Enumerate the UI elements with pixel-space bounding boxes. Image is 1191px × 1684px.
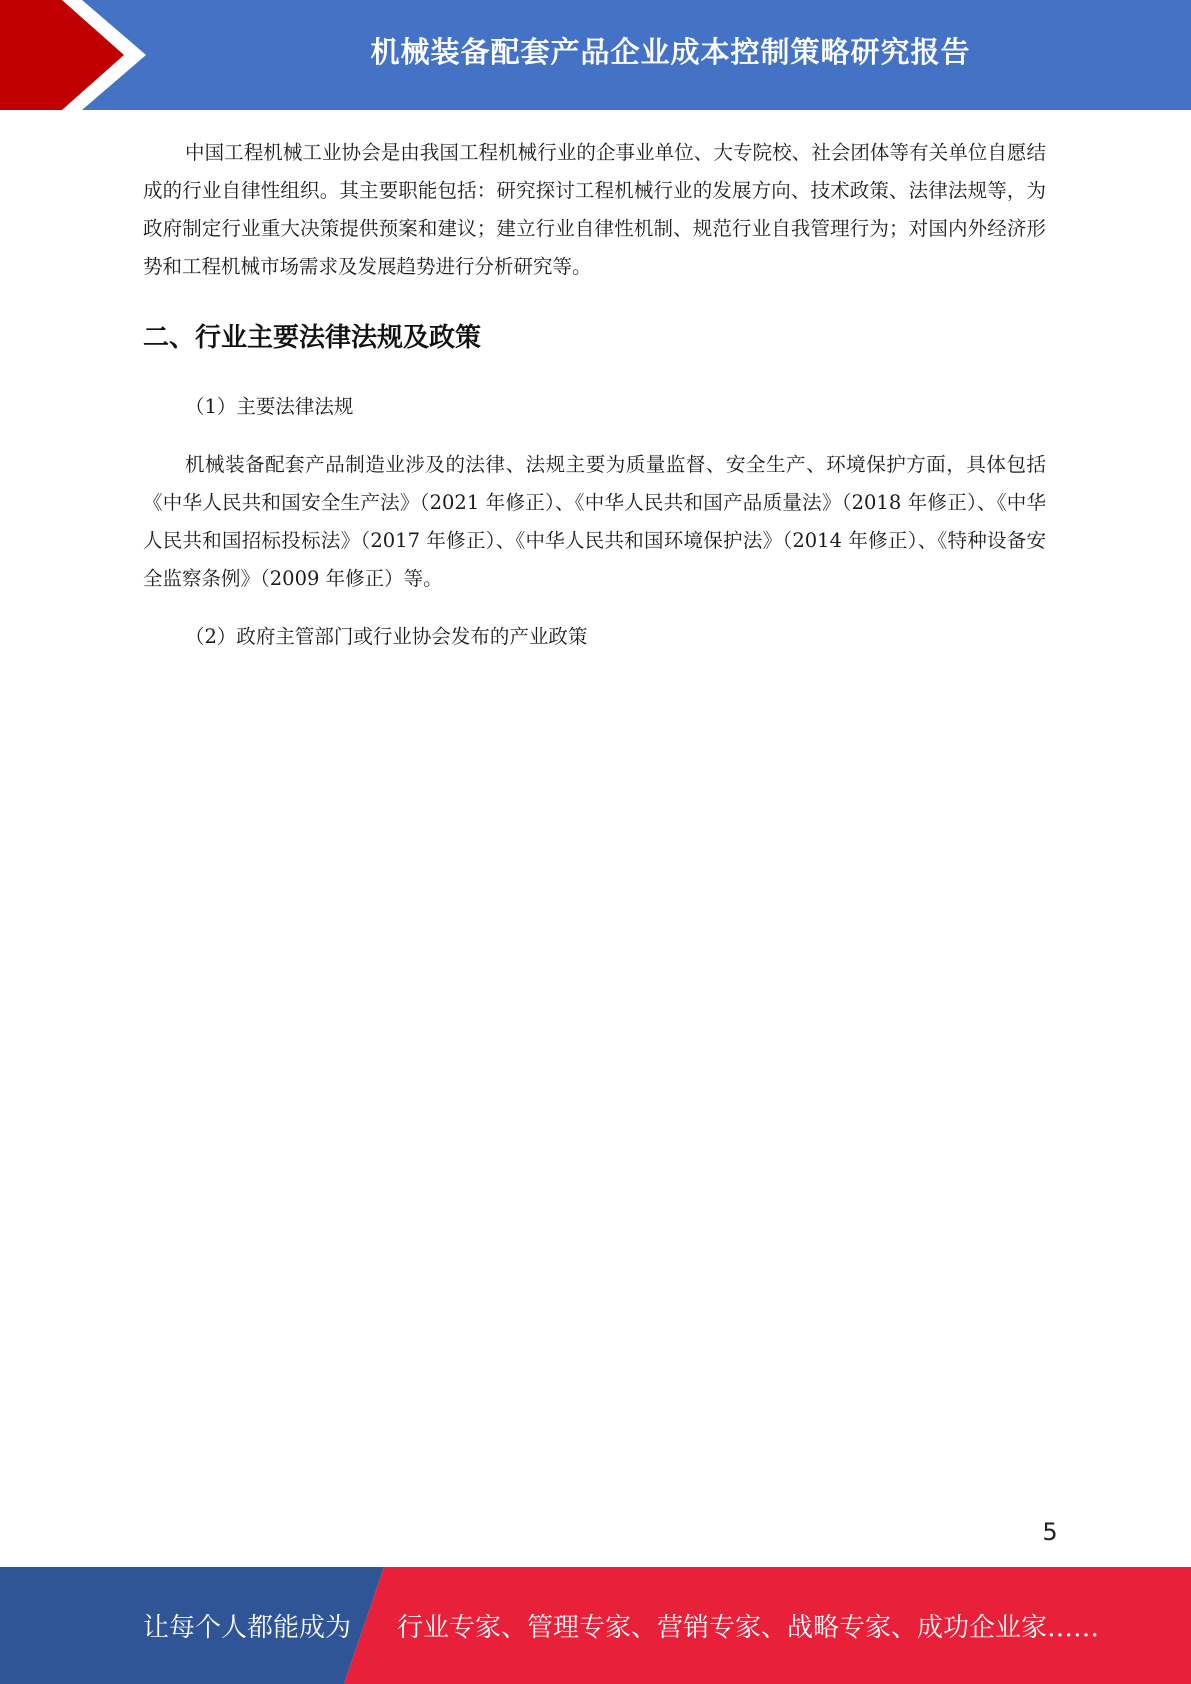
paragraph-association: 中国工程机械工业协会是由我国工程机械行业的企事业单位、大专院校、社会团体等有关单位自愿结成的行业自律性组织。其主要职能包括：研究探讨工程机械行业的发展方向、技术政策、法律法规等，为政府制定行业重大决策提供预案和建议；建立行业自律性机制、规范行业自我管理行为；对国内外经济形势和工程机械市场需求及发展趋势进行分析研究等。 <box>143 141 1046 278</box>
footer-slogan-right: 行业专家、管理专家、营销专家、战略专家、成功企业家…… <box>397 1613 1100 1643</box>
paragraph-laws: 机械装备配套产品制造业涉及的法律、法规主要为质量监督、安全生产、环境保护方面，具体包括《中华人民共和国安全生产法》（2021 年修正）、《中华人民共和国产品质量法》（2018 年修正）、《中华人民共和国招标投标法》（2017 年修正）、《中华人民共和国环境保护法》（2014 年修正）、《特种设备安全监察条例》（2009 年修正）等。 <box>143 453 1046 590</box>
page-footer <box>0 1567 1191 1684</box>
page-header <box>0 0 1191 110</box>
report-title: 机械装备配套产品企业成本控制策略研究报告 <box>370 34 971 69</box>
page-number: 5 <box>1042 1518 1058 1546</box>
section-heading: 二、行业主要法律法规及政策 <box>143 323 482 353</box>
document-body <box>143 134 1046 656</box>
footer-slogan-left: 让每个人都能成为 <box>143 1613 352 1643</box>
subheading-laws: （1）主要法律法规 <box>185 395 354 418</box>
subheading-policies: （2）政府主管部门或行业协会发布的产业政策 <box>185 625 588 648</box>
